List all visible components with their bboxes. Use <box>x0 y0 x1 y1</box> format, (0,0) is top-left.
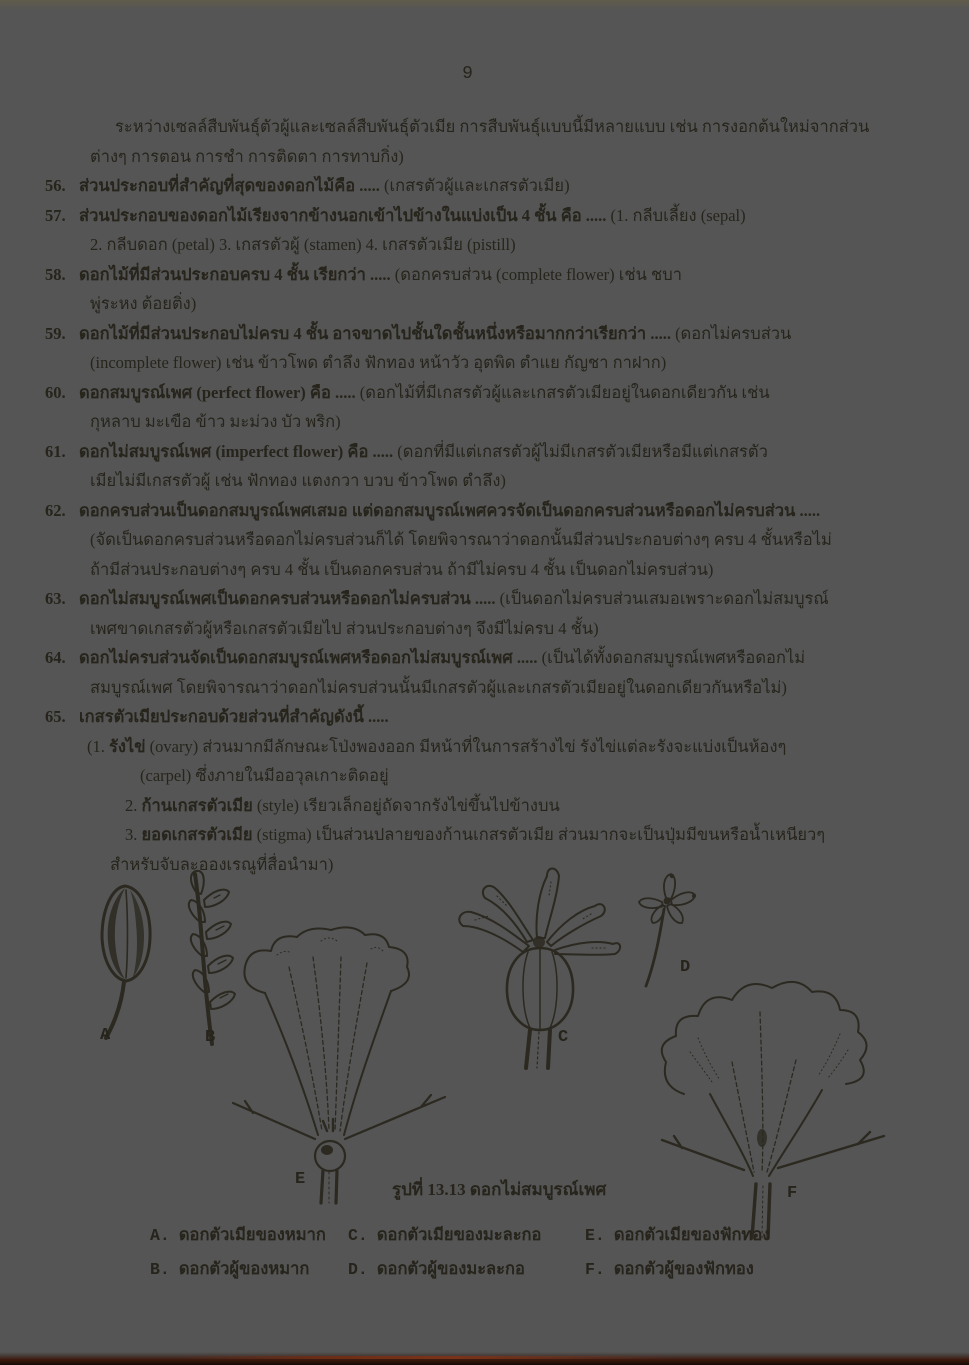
text-segment: 2. กลีบดอก (petal) 3. เกสรตัวผู้ (stamen) 4. เกสรตัวเมีย (pistill) <box>90 235 516 254</box>
text-segment: ดอกไม่ครบส่วนจัดเป็นดอกสมบูรณ์เพศหรือดอกไม่สมบูรณ์เพศ ..... <box>79 648 538 667</box>
text-segment: ต่างๆ การตอน การชำ การติดตา การทาบกิ่ง) <box>90 146 404 166</box>
item-number: 64. <box>45 648 66 667</box>
text-line <box>45 643 945 673</box>
text-segment: (1. <box>87 736 109 756</box>
item-number: 61. <box>45 441 66 461</box>
legend-key: D. <box>348 1260 368 1279</box>
item-number: 58. <box>45 264 66 284</box>
text-segment: (ดอกไม่ครบส่วน <box>670 323 792 343</box>
text-line <box>45 496 945 526</box>
text-line <box>45 201 945 231</box>
text-segment: (carpel) ซึ่งภายในมีออวุลเกาะติดอยู่ <box>140 766 389 785</box>
figure-caption: รูปที่ 13.13 ดอกไม่สมบูรณ์เพศ <box>392 1180 607 1199</box>
text-line <box>45 171 945 201</box>
text-segment: (stigma) เป็นส่วนปลายของก้านเกสรตัวเมีย ส่วนมากจะเป็นปุ่มมีขนหรือน้ำเหนียวๆ <box>252 825 826 844</box>
text-segment: สำหรับจับละอองเรณูที่สื่อนำมา) <box>110 854 334 874</box>
text-line <box>45 407 945 437</box>
text-segment: รังไข่ <box>109 736 146 756</box>
text-segment: ดอกไม้ที่มีส่วนประกอบไม่ครบ 4 ชั้น อาจขาดไปชั้นใดชั้นหนึ่งหรือมากกว่าเรียกว่า ..... <box>79 323 671 343</box>
text-segment: ยอดเกสรตัวเมีย <box>141 825 253 844</box>
legend-key: C. <box>348 1226 368 1245</box>
text-line <box>45 525 945 555</box>
item-number: 60. <box>45 382 66 402</box>
figure-label-e: E <box>295 1170 306 1189</box>
text-segment: สมบูรณ์เพศ โดยพิจารณาว่าดอกไม่ครบส่วนนั้นมีเกสรตัวผู้และเกสรตัวเมียอยู่ในดอกเดียวกันหรือไม่) <box>90 677 787 697</box>
figure-label-f: F <box>787 1184 798 1203</box>
legend-text: ดอกตัวผู้ของมะละกอ <box>376 1259 525 1278</box>
page-number: 9 <box>462 64 474 84</box>
figure-e-drawing <box>225 925 455 1205</box>
text-segment: ถ้ามีส่วนประกอบต่างๆ ครบ 4 ชั้น เป็นดอกครบส่วน ถ้ามีไม่ครบ 4 ชั้น เป็นดอกไม่ครบส่วน) <box>90 559 714 579</box>
text-line <box>45 260 945 290</box>
text-line <box>45 732 945 762</box>
text-segment: เพศขาดเกสรตัวผู้หรือเกสรตัวเมียไป ส่วนประกอบต่างๆ จึงมีไม่ครบ 4 ชั้น) <box>90 618 599 638</box>
text-segment: ดอกไม่สมบูรณ์เพศ (imperfect flower) คือ ..... <box>79 441 394 461</box>
text-segment: (ดอกครบส่วน (complete flower) เช่น ชบา <box>390 264 682 284</box>
legend-key: E. <box>585 1226 605 1245</box>
text-line <box>45 142 945 172</box>
text-segment: (style) เรียวเล็กอยู่ถัดจากรังไข่ขึ้นไปข้างบน <box>252 795 560 815</box>
text-line <box>45 378 945 408</box>
text-line <box>45 702 945 732</box>
item-number: 62. <box>45 500 66 520</box>
figure-a-drawing <box>80 878 170 1043</box>
text-line <box>45 437 945 467</box>
figure-label-a: A <box>100 1026 111 1045</box>
text-segment: (incomplete flower) เช่น ข้าวโพด ตำลึง ฟักทอง หน้าวัว อุตพิด ตำแย กัญชา กาฝาก) <box>90 353 667 372</box>
legend-entry <box>348 1222 541 1248</box>
legend-text: ดอกตัวผู้ของฟักทอง <box>613 1259 754 1278</box>
text-line <box>45 761 945 791</box>
text-segment: ดอกครบส่วนเป็นดอกสมบูรณ์เพศเสมอ แต่ดอกสมบูรณ์เพศควรจัดเป็นดอกครบส่วนหรือดอกไม่ครบส่วน ..... <box>79 500 821 520</box>
figure-label-c: C <box>558 1028 569 1047</box>
text-line <box>45 614 945 644</box>
text-segment: ก้านเกสรตัวเมีย <box>141 795 253 815</box>
text-segment: ดอกไม้ที่มีส่วนประกอบครบ 4 ชั้น เรียกว่า ..... <box>79 264 391 284</box>
figure-f-drawing <box>650 942 920 1242</box>
text-segment: ดอกสมบูรณ์เพศ (perfect flower) คือ ..... <box>79 382 356 402</box>
text-line <box>45 319 945 349</box>
text-line <box>45 555 945 585</box>
text-segment: ส่วนประกอบที่สำคัญที่สุดของดอกไม้คือ ..... <box>79 176 380 195</box>
legend-entry <box>150 1256 309 1282</box>
legend-entry <box>585 1222 770 1248</box>
text-segment: (ดอกที่มีแต่เกสรตัวผู้ไม่มีเกสรตัวเมียหรือมีแต่เกสรตัว <box>393 441 768 461</box>
item-number: 65. <box>45 707 66 726</box>
legend-text: ดอกตัวผู้ของหมาก <box>178 1259 310 1278</box>
text-segment: (เกสรตัวผู้และเกสรตัวเมีย) <box>379 176 570 195</box>
legend-key: B. <box>150 1260 170 1279</box>
legend-entry <box>585 1256 754 1282</box>
figure-label-b: B <box>205 1028 216 1047</box>
text-line <box>45 230 945 260</box>
page-top-edge <box>0 0 969 10</box>
text-segment: เกสรตัวเมียประกอบด้วยส่วนที่สำคัญดังนี้ ..... <box>79 707 389 726</box>
text-line <box>45 584 945 614</box>
text-segment: ระหว่างเซลล์สืบพันธุ์ตัวผู้และเซลล์สืบพันธุ์ตัวเมีย การสืบพันธุ์แบบนี้มีหลายแบบ เช่น การงอกต้นใหม่จากส่วน <box>115 117 870 136</box>
text-segment: เมียไม่มีเกสรตัวผู้ เช่น ฟักทอง แตงกวา บวบ ข้าวโพด ตำลึง) <box>90 471 506 490</box>
item-number: 63. <box>45 589 66 608</box>
text-segment: (เป็นได้ทั้งดอกสมบูรณ์เพศหรือดอกไม่ <box>537 648 806 667</box>
text-line <box>45 348 945 378</box>
text-segment: ดอกไม่สมบูรณ์เพศเป็นดอกครบส่วนหรือดอกไม่ครบส่วน ..... <box>79 589 496 608</box>
legend-text: ดอกตัวเมียของมะละกอ <box>376 1225 542 1244</box>
figure-label-d: D <box>680 958 691 977</box>
legend-key: A. <box>150 1226 170 1245</box>
text-segment: (เป็นดอกไม่ครบส่วนเสมอเพราะดอกไม่สมบูรณ์ <box>495 589 829 608</box>
text-line <box>45 673 945 703</box>
question-list <box>45 112 945 879</box>
text-line <box>45 289 945 319</box>
item-number: 57. <box>45 205 66 225</box>
legend-text: ดอกตัวเมียของฟักทอง <box>613 1225 771 1244</box>
legend-key: F. <box>585 1260 605 1279</box>
text-line <box>45 112 945 142</box>
item-number: 56. <box>45 176 66 195</box>
text-segment: (ovary) ส่วนมากมีลักษณะโป่งพองออก มีหน้าที่ในการสร้างไข่ รังไข่แต่ละรังจะแบ่งเป็นห้องๆ <box>145 736 787 756</box>
text-segment: (ดอกไม้ที่มีเกสรตัวผู้และเกสรตัวเมียอยู่ในดอกเดียวกัน เช่น <box>355 382 770 402</box>
text-segment: (1. กลีบเลี้ยง (sepal) <box>606 205 746 225</box>
figure-c-drawing <box>445 862 630 1074</box>
text-line <box>45 820 945 850</box>
page-bottom-edge <box>0 1352 969 1365</box>
text-segment: พู่ระหง ต้อยติ่ง) <box>90 294 197 313</box>
text-segment: 3. <box>125 825 142 844</box>
legend-entry <box>150 1222 326 1248</box>
text-line <box>45 466 945 496</box>
text-segment: ส่วนประกอบของดอกไม้เรียงจากข้างนอกเข้าไปข้างในแบ่งเป็น 4 ชั้น คือ ..... <box>79 205 607 225</box>
legend-text: ดอกตัวเมียของหมาก <box>178 1225 326 1244</box>
text-segment: กุหลาบ มะเขือ ข้าว มะม่วง บัว พริก) <box>90 412 341 431</box>
text-segment: 2. <box>125 795 142 815</box>
item-number: 59. <box>45 323 66 343</box>
legend-entry <box>348 1256 525 1282</box>
text-line <box>45 791 945 821</box>
text-segment: (จัดเป็นดอกครบส่วนหรือดอกไม่ครบส่วนก็ได้ โดยพิจารณาว่าดอกนั้นมีส่วนประกอบต่างๆ ครบ 4 ชั้นหรือไม่ <box>90 530 832 549</box>
